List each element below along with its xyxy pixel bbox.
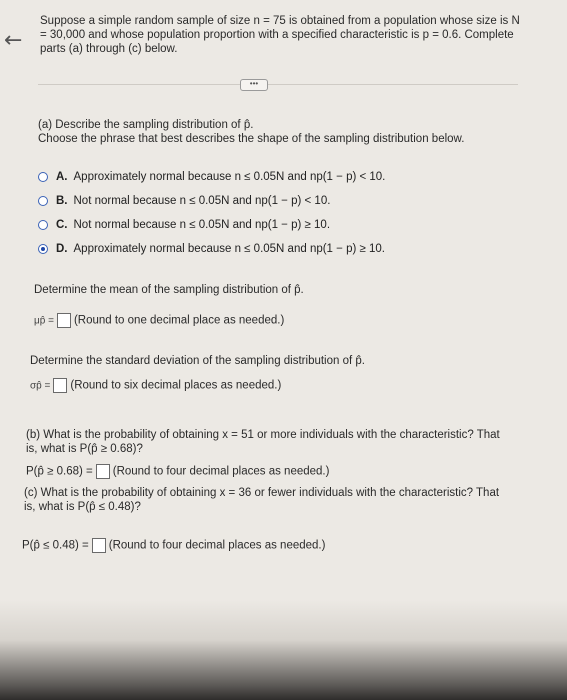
sd-answer-row — [30, 378, 510, 394]
part-c-answer-row — [22, 538, 508, 553]
mean-answer-row — [34, 313, 514, 329]
question-text: Suppose a simple random sample of size n = 75 is obtained from a population whose size is N = 30,000 and whose population proportion with a specified characteristic is p = 0.6. Complete parts (a) through (c) below. — [40, 15, 520, 55]
mean-answer-input[interactable] — [57, 313, 71, 328]
radio-a-icon[interactable] — [38, 172, 48, 182]
part-a-title: (a) Describe the sampling distribution of p̂. — [38, 119, 254, 131]
radio-c-icon[interactable] — [38, 220, 48, 230]
part-a-instruction: Choose the phrase that best describes the shape of the sampling distribution below. — [38, 133, 465, 145]
part-b-answer-input[interactable] — [96, 464, 110, 479]
part-c-question: (c) What is the probability of obtaining x = 36 or fewer individuals with the characteristic? That is, what is P(p̂ ≤ 0.48)? — [24, 487, 500, 513]
mean-hint: (Round to one decimal place as needed.) — [73, 314, 285, 327]
bottom-shadow — [0, 600, 567, 700]
part-b-question: (b) What is the probability of obtaining x = 51 or more individuals with the characteristic? That is, what is P(p̂ ≥ 0.68)? — [26, 429, 500, 455]
option-d[interactable]: D. Approximately normal because n ≤ 0.05N and np(1 − p) ≥ 10. — [38, 242, 385, 256]
mean-prompt: Determine the mean of the sampling distribution of p̂. — [34, 284, 304, 296]
part-c-answer-input[interactable] — [92, 538, 106, 553]
part-b-hint: (Round to four decimal places as needed.) — [112, 465, 330, 478]
mean-symbol: μp̂ = — [34, 315, 54, 327]
sd-symbol: σp̂ = — [30, 380, 51, 392]
part-b-answer-row — [26, 464, 510, 479]
radio-b-icon[interactable] — [38, 196, 48, 206]
option-b[interactable]: B. Not normal because n ≤ 0.05N and np(1 − p) < 10. — [38, 194, 330, 208]
part-c-hint: (Round to four decimal places as needed.) — [108, 539, 326, 552]
part-c-answer-label: P(p̂ ≤ 0.48) = — [22, 539, 89, 552]
part-b-answer-label: P(p̂ ≥ 0.68) = — [26, 465, 93, 478]
sd-hint: (Round to six decimal places as needed.) — [70, 379, 282, 392]
more-button[interactable]: ••• — [240, 79, 268, 91]
option-a[interactable]: A. Approximately normal because n ≤ 0.05N and np(1 − p) < 10. — [38, 170, 385, 184]
option-c[interactable]: C. Not normal because n ≤ 0.05N and np(1 − p) ≥ 10. — [38, 218, 330, 232]
radio-d-selected-icon[interactable] — [38, 244, 48, 254]
divider — [38, 84, 518, 85]
sd-answer-input[interactable] — [53, 378, 67, 393]
sd-prompt: Determine the standard deviation of the sampling distribution of p̂. — [30, 355, 365, 367]
back-arrow-icon[interactable]: ← — [4, 28, 23, 53]
